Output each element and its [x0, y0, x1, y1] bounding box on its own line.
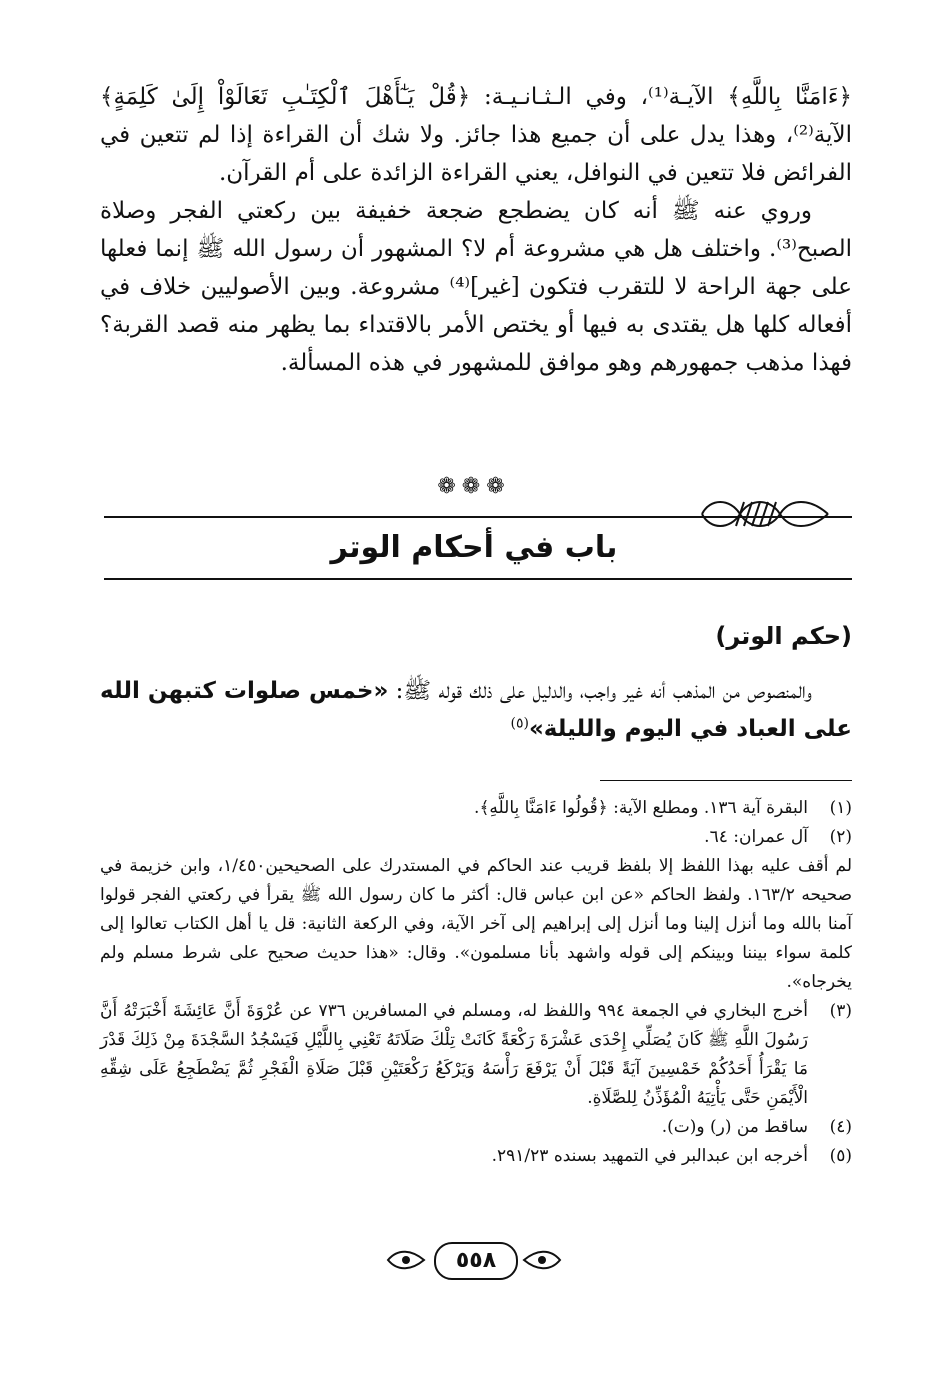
page-number: ٥٥٨: [434, 1242, 518, 1280]
paragraph-qiraa: ﴿ءَامَنَّا بِاللَّهِ﴾ الآيـة⁽¹⁾، وفي الـثـانـيـة: ﴿قُلْ يَـٰٓأَهْلَ ٱلْكِتَـٰبِ تَعَالَوْاْ إِلَىٰ كَلِمَةٍ﴾ الآية⁽²⁾، وهذا يدل على أن جميع هذا جائز. ولا شك أن القراءة إذا لم تتعين في الفرائض فلا تتعين في النوافل، يعني القراءة الزائدة على أم القرآن.: [100, 84, 852, 186]
body-text-block: [100, 672, 852, 748]
footnote-2: [100, 823, 852, 852]
hadith-quote: «خمس صلوات كتبهن الله على العباد في اليوم والليلة»: [100, 678, 852, 742]
paragraph-witr: [100, 672, 852, 748]
separator-stars: ❁❁❁: [437, 474, 511, 499]
footnote-ref: (٥): [510, 715, 529, 732]
footnote-text: ساقط من (ر) و(ت).: [661, 1117, 808, 1137]
footnote-number: (٢): [829, 827, 852, 847]
footnote-text: أخرج البخاري في الجمعة ٩٩٤ واللفظ له، ومسلم في المسافرين ٧٣٦ عن عُرْوَةَ أَنَّ عَائِشَةَ أَخْبَرَتْهُ أَنَّ رَسُولَ اللَّهِ ﷺ كَانَ يُصَلِّي إِحْدَى عَشْرَةَ رَكْعَةً كَانَتْ تِلْكَ صَلَاتَهُ تَعْنِي بِاللَّيْلِ فَيَسْجُدُ السَّجْدَةَ مِنْ ذَلِكَ قَدْرَ مَا يَقْرَأُ أَحَدُكُمْ خَمْسِينَ آيَةً قَبْلَ أَنْ يَرْفَعَ رَأْسَهُ وَيَرْكَعُ رَكْعَتَيْنِ قَبْلَ صَلَاةِ الْفَجْرِ ثُمَّ يَضْطَجِعُ عَلَى شِقِّهِ الْأَيْمَنِ حَتَّى يَأْتِيَهُ الْمُؤَذِّنُ لِلصَّلَاةِ.: [100, 1001, 809, 1108]
footnote-separator: [600, 780, 852, 781]
footnote-text: أخرجه ابن عبدالبر في التمهيد بسنده ٢٩١/٢٣.: [491, 1146, 808, 1166]
footnote-1: [100, 794, 852, 823]
footnote-3: [100, 997, 852, 1113]
footnote-4: [100, 1113, 852, 1142]
top-text-block: [100, 78, 852, 382]
footnote-number: (٤): [829, 1117, 852, 1137]
footnote-number: (١): [829, 798, 852, 818]
footnote-text: آل عمران: ٦٤.: [704, 827, 808, 847]
paragraph-witr-intro: والمنصوص من المذهب أنه غير واجب، والدليل على ذلك قوله ﷺ:: [388, 678, 812, 704]
page-number-frame: [384, 1238, 564, 1282]
chapter-title: باب في أحكام الوتر: [330, 530, 618, 565]
footnote-number: (٥): [829, 1146, 852, 1166]
footnote-text: البقرة آية ١٣٦. ومطلع الآية: ﴿قُولُوا ءَامَنَّا بِاللَّهِ﴾.: [474, 798, 808, 818]
chapter-rule-bottom: [104, 578, 852, 580]
paragraph-idtija: وروي عنه ﷺ أنه كان يضطجع ضجعة خفيفة بين ركعتي الفجر وصلاة الصبح⁽³⁾. واختلف هل هي مشروعة أم لا؟ المشهور أن رسول الله ﷺ إنما فعلها على جهة الراحة لا للتقرب فتكون [غير]⁽⁴⁾ مشروعة. وبين الأصوليين خلاف في أفعاله كلها هل يقتدى به فيها أو يختص الأمر بالاقتداء بما يظهر منه قصد القربة؟ فهذا مذهب جمهورهم وهو موافق للمشهور في هذه المسألة.: [100, 198, 852, 376]
footnotes: [100, 794, 852, 1171]
footnote-number: (٣): [829, 1001, 852, 1021]
footnote-5: [100, 1142, 852, 1171]
footnote-2-body: لم أقف عليه بهذا اللفظ إلا بلفظ قريب عند الحاكم في المستدرك على الصحيحين١/٤٥٠، وابن خزيمة في صحيحه ١٦٣/٢. ولفظ الحاكم «عن ابن عباس قال: أكثر ما كان رسول الله ﷺ يقرأ في ركعتي الفجر قولوا آمنا بالله وما أنزل إلينا وما أنزل إلى إبراهيم إلى آخر الآية، وفي الركعة الثانية: قل يا أهل الكتاب تعالوا إلى كلمة سواء بيننا وبينكم إلى قوله واشهد بأنا مسلمون». وقال: «هذا حديث صحيح على شرط مسلم ولم يخرجاه».: [100, 856, 852, 992]
chapter-rule-top: [104, 516, 852, 518]
section-title: (حكم الوتر): [715, 622, 852, 650]
